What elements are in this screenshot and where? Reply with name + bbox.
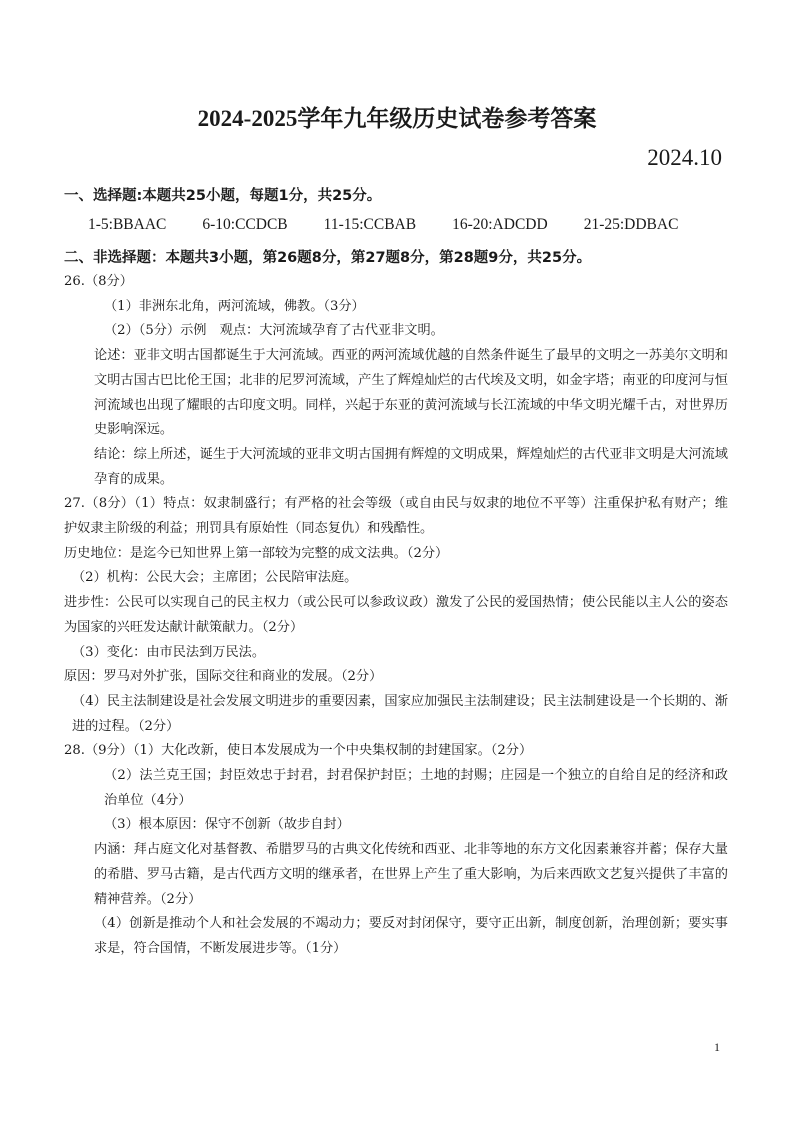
section2-heading: 二、非选择题：本题共3小题，第26题8分，第27题8分，第28题9分，共25分。 bbox=[64, 250, 592, 266]
q28-part3: （3）根本原因：保守不创新（故步自封） bbox=[104, 817, 350, 833]
answer-group: 11-15:CCBAB bbox=[323, 216, 417, 233]
q28-part1: 28.（9分）（1）大化改新，使日本发展成为一个中央集权制的封建国家。（2分） bbox=[64, 743, 533, 759]
answer-group: 21-25:DDBAC bbox=[583, 216, 679, 233]
q28-connotation: 内涵：拜占庭文化对基督教、希腊罗马的古典文化传统和西亚、北非等地的东方文化因素兼容并蓄；保存大量的希腊、罗马古籍，是古代西方文明的继承者，在世界上产生了重大影响，为后来西欧文艺复兴提供了丰富的精神营养。（2分） bbox=[94, 842, 728, 907]
exam-date: 2024.10 bbox=[647, 145, 722, 170]
answer-group: 6-10:CCDCB bbox=[202, 216, 288, 233]
q27-part2: （2）机构：公民大会；主席团；公民陪审法庭。 bbox=[72, 570, 358, 586]
answer-group: 16-20:ADCDD bbox=[452, 216, 548, 233]
page-title: 2024-2025学年九年级历史试卷参考答案 bbox=[197, 106, 597, 131]
q27-status: 历史地位：是迄今已知世界上第一部较为完整的成文法典。（2分） bbox=[64, 545, 449, 561]
q26-conclusion: 结论：综上所述，诞生于大河流域的亚非文明古国拥有辉煌的文明成果，辉煌灿烂的古代亚非文明是大河流域孕育的成果。 bbox=[94, 446, 728, 487]
q27-part3: （3）变化：由市民法到万民法。 bbox=[72, 644, 266, 660]
q28-part2: （2）法兰克王国；封臣效忠于封君，封君保护封臣；土地的封赐；庄园是一个独立的自给自足的经济和政治单位（4分） bbox=[104, 768, 728, 808]
q27-progress: 进步性：公民可以实现自己的民主权力（或公民可以参政议政）激发了公民的爱国热情；使公民能以主人公的姿态为国家的兴旺发达献计献策献力。（2分） bbox=[64, 595, 728, 635]
q27-reason: 原因：罗马对外扩张，国际交往和商业的发展。（2分） bbox=[64, 669, 383, 685]
choice-answers bbox=[88, 216, 678, 234]
q26-part1: （1）非洲东北角，两河流域，佛教。（3分） bbox=[104, 298, 365, 314]
section1-heading: 一、选择题:本题共25小题，每题1分，共25分。 bbox=[64, 188, 382, 204]
q26-argument: 论述：亚非文明古国都诞生于大河流域。西亚的两河流域优越的自然条件诞生了最早的文明之一苏美尔文明和文明古国古巴比伦王国；北非的尼罗河流域，产生了辉煌灿烂的古代埃及文明，如金字塔；南亚的印度河与恒河流域也出现了耀眼的古印度文明。同样，兴起于东亚的黄河流域与长江流域的中华文明光耀千古，对世界历史影响深远。 bbox=[94, 348, 728, 438]
answer-body bbox=[64, 270, 728, 962]
q28-part4: （4）创新是推动个人和社会发展的不竭动力；要反对封闭保守，要守正出新，制度创新，治理创新；要实事求是，符合国情，不断发展进步等。（1分） bbox=[94, 916, 728, 956]
q26-heading: 26.（8分） bbox=[64, 274, 133, 289]
q26-part2: （2）（5分）示例 观点：大河流域孕育了古代亚非文明。 bbox=[104, 323, 444, 339]
q27-part1: 27.（8分）（1）特点：奴隶制盛行；有严格的社会等级（或自由民与奴隶的地位不平等）注重保护私有财产；维护奴隶主阶级的利益；刑罚具有原始性（同态复仇）和残酷性。 bbox=[64, 496, 728, 537]
answer-group: 1-5:BBAAC bbox=[88, 216, 167, 233]
page-number: 1 bbox=[714, 1040, 720, 1054]
q27-part4: （4）民主法制建设是社会发展文明进步的重要因素，国家应加强民主法制建设；民主法制建设是一个长期的、渐进的过程。（2分） bbox=[72, 693, 728, 734]
